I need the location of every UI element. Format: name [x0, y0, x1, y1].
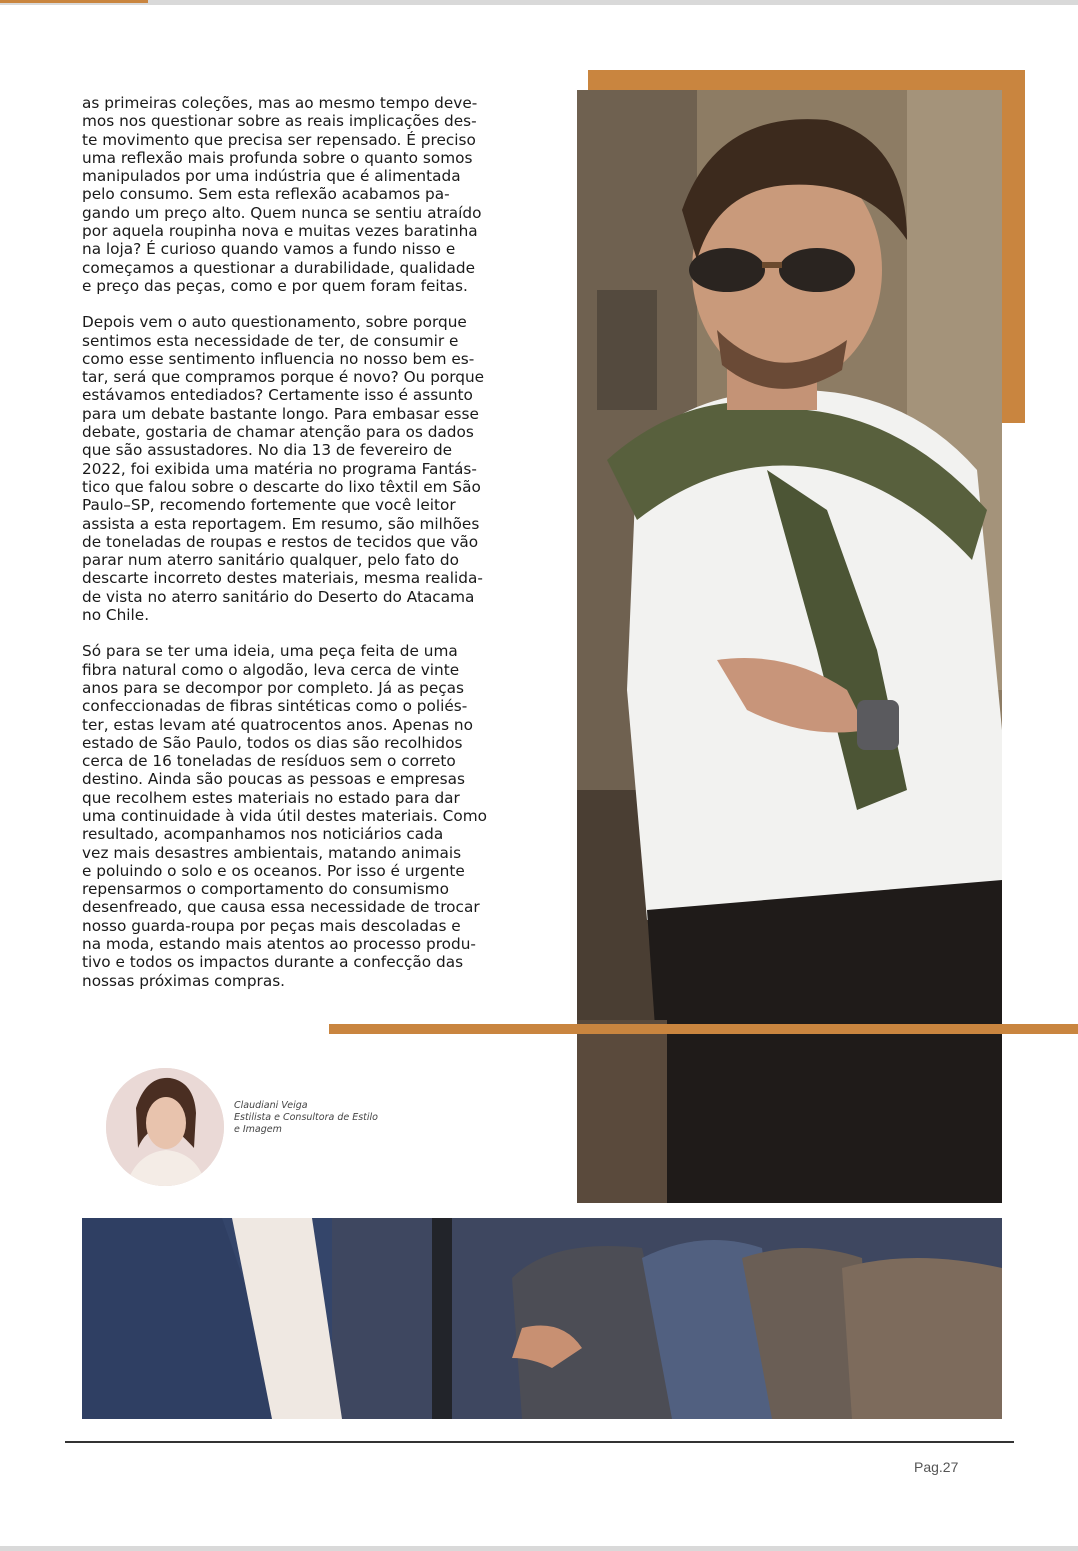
decorative-frame-top — [588, 70, 1025, 90]
author-role: Estilista e Consultora de Estilo — [234, 1112, 378, 1123]
author-name: Claudiani Veiga — [234, 1100, 308, 1111]
hero-photo-man-white-shirt — [577, 90, 1002, 1203]
article-paragraph: Só para se ter uma ideia, uma peça feita de uma fibra natural como o algodão, leva cerca de vinte anos para se decompor por completo. Já as peças confeccionadas de fibras sintéticas como o poliés- ter, estas levam até quatrocentos anos. Apenas no estado de São Paulo, todos os dias são recolhidos cerca de 16 toneladas de resíduos sem o correto destino. Ainda são poucas as pessoas e empresas que recolhem estes materiais no estado para dar uma continuidade à vida útil destes materiais. Como resultado, acompanhamos nos noticiários cada vez mais desastres ambientais, matando animais e poluindo o solo e os oceanos. Por isso é urgente repensarmos o comportamento do consumismo desenfreado, que causa essa necessidade de trocar nosso guarda-roupa por peças mais descoladas e na moda, estando mais atentos ao processo produ- tivo e todos os impactos durante a confecção das nossas próximas compras. — [82, 642, 487, 990]
banner-photo-illustration — [82, 1218, 1002, 1419]
banner-photo-suits-rack — [82, 1218, 1002, 1419]
top-bar-accent — [0, 0, 148, 3]
author-avatar — [106, 1068, 224, 1186]
author-role: e Imagem — [234, 1124, 282, 1135]
article-body — [82, 94, 498, 1008]
bottom-bar — [0, 1546, 1078, 1551]
page-number: Pag.27 — [914, 1459, 959, 1475]
author-credit — [234, 1100, 378, 1136]
author-avatar-illustration — [106, 1068, 224, 1186]
hero-photo-illustration — [577, 90, 1002, 1203]
article-paragraph: Depois vem o auto questionamento, sobre porque sentimos esta necessidade de ter, de consumir e como esse sentimento influencia no nosso bem es- tar, será que compramos porque é novo? Ou porque estávamos entediados? Certamente isso é assunto para um debate bastante longo. Para embasar esse debate, gostaria de chamar atenção para os dados que são assustadores. No dia 13 de fevereiro de 2022, foi exibida uma matéria no programa Fantás- tico que falou sobre o descarte do lixo têxtil em São Paulo–SP, recomendo fortemente que você leitor assista a esta reportagem. Em resumo, são milhões de toneladas de roupas e restos de tecidos que vão parar num aterro sanitário qualquer, pelo fato do descarte incorreto destes materiais, mesma realida- de vista no aterro sanitário do Deserto do Atacama no Chile. — [82, 313, 485, 625]
decorative-frame-right — [1002, 70, 1025, 423]
decorative-horizontal-line — [329, 1024, 1078, 1034]
footer-divider — [65, 1441, 1014, 1443]
top-bar — [0, 0, 1078, 5]
article-paragraph: as primeiras coleções, mas ao mesmo tempo deve- mos nos questionar sobre as reais implicações des- te movimento que precisa ser repensado. É preciso uma reflexão mais profunda sobre o quanto somos manipulados por uma indústria que é alimentada pelo consumo. Sem esta reflexão acabamos pa- gando um preço alto. Quem nunca se sentiu atraído por aquela roupinha nova e muitas vezes baratinha na loja? É curioso quando vamos a fundo nisso e começamos a questionar a durabilidade, qualidade e preço das peças, como e por quem foram feitas. — [82, 94, 482, 295]
